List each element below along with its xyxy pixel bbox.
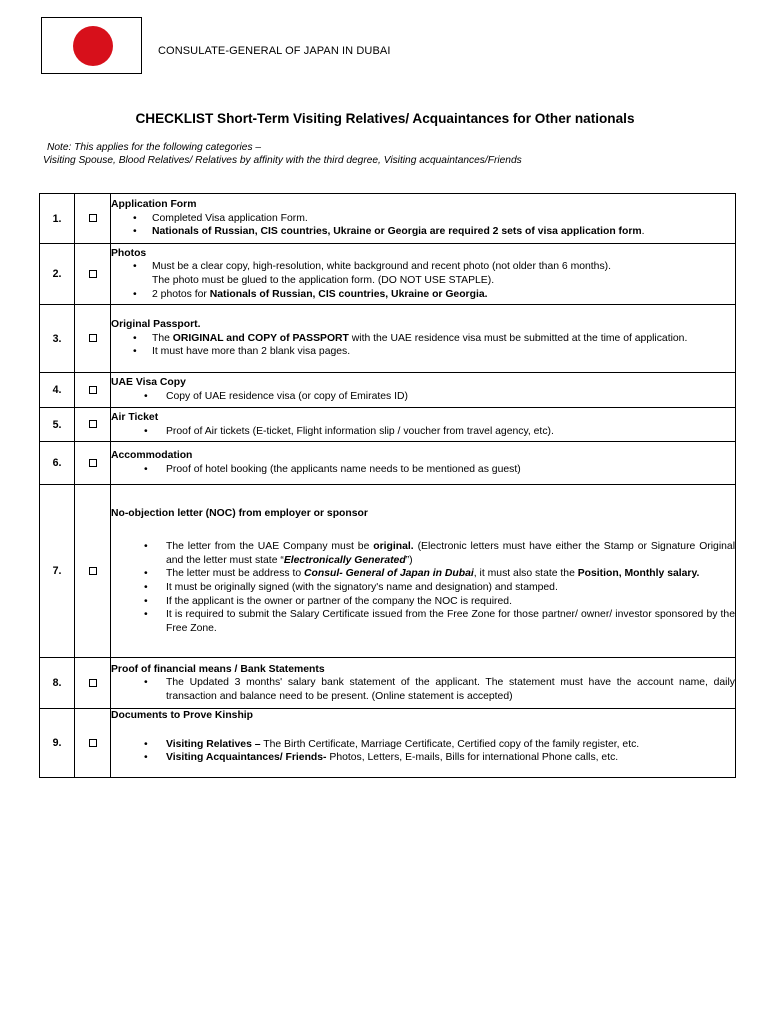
bullet-item: • Must be a clear copy, high-resolution, white background and recent photo (not older than 6 months). The photo must be glued to the application form. (DO NOT USE STAPLE). bbox=[111, 260, 735, 287]
checkbox-6[interactable] bbox=[89, 459, 97, 467]
item-heading: Air Ticket bbox=[111, 411, 159, 423]
bullet-list bbox=[111, 738, 735, 765]
item-heading: Accommodation bbox=[111, 450, 193, 462]
flag-red-disc bbox=[73, 26, 113, 66]
item-heading: No-objection letter (NOC) from employer or sponsor bbox=[111, 507, 368, 519]
bullet-item: • It is required to submit the Salary Certificate issued from the Free Zone for those partner/ owner/ investor sponsored by the Free Zone. bbox=[111, 608, 735, 635]
item-number: 8. bbox=[40, 658, 75, 709]
item-number: 6. bbox=[40, 442, 75, 485]
bullet-item: • The Updated 3 months' salary bank statement of the applicant. The statement must have the account name, daily transaction and balance need to be present. (Online statement is accepted) bbox=[111, 676, 735, 703]
checkbox-2[interactable] bbox=[89, 270, 97, 278]
checkbox-3[interactable] bbox=[89, 334, 97, 342]
checklist-row-6 bbox=[40, 442, 736, 485]
item-heading: Documents to Prove Kinship bbox=[111, 710, 254, 721]
item-number: 4. bbox=[40, 373, 75, 408]
checklist-row-4 bbox=[40, 373, 736, 408]
bullet-item: • It must have more than 2 blank visa pages. bbox=[111, 345, 735, 359]
checkbox-8[interactable] bbox=[89, 679, 97, 687]
item-number: 3. bbox=[40, 305, 75, 373]
bullet-list bbox=[111, 212, 735, 239]
note bbox=[43, 141, 522, 167]
checklist-row-3 bbox=[40, 305, 736, 373]
bullet-list bbox=[111, 463, 735, 477]
checkbox-7[interactable] bbox=[89, 567, 97, 575]
item-heading: Proof of financial means / Bank Statements bbox=[111, 663, 325, 675]
bullet-item: • Nationals of Russian, CIS countries, Ukraine or Georgia are required 2 sets of visa application form. bbox=[111, 225, 735, 239]
bullet-list bbox=[111, 540, 735, 635]
japan-flag bbox=[41, 17, 142, 74]
item-number: 9. bbox=[40, 709, 75, 778]
document-title: CHECKLIST Short-Term Visiting Relatives/ Acquaintances for Other nationals bbox=[135, 111, 635, 126]
item-number: 2. bbox=[40, 244, 75, 305]
checkbox-5[interactable] bbox=[89, 420, 97, 428]
checklist-row-9 bbox=[40, 709, 736, 778]
bullet-item: • Visiting Acquaintances/ Friends- Photos, Letters, E-mails, Bills for international Phone calls, etc. bbox=[111, 751, 735, 765]
item-heading: Application Form bbox=[111, 199, 197, 211]
checkbox-1[interactable] bbox=[89, 214, 97, 222]
bullet-list bbox=[111, 676, 735, 703]
bullet-item: • If the applicant is the owner or partner of the company the NOC is required. bbox=[111, 595, 735, 609]
checklist-row-2 bbox=[40, 244, 736, 305]
bullet-item: • Proof of Air tickets (E-ticket, Flight information slip / voucher from travel agency, etc). bbox=[111, 425, 735, 439]
bullet-item: • The letter must be address to Consul- General of Japan in Dubai, it must also state the Position, Monthly salary. bbox=[111, 567, 735, 581]
note-line-2: Visiting Spouse, Blood Relatives/ Relatives by affinity with the third degree, Visiting acquaintances/Friends bbox=[43, 155, 522, 166]
note-line-1: Note: This applies for the following categories – bbox=[47, 142, 262, 153]
bullet-item: • It must be originally signed (with the signatory's name and designation) and stamped. bbox=[111, 581, 735, 595]
checkbox-4[interactable] bbox=[89, 386, 97, 394]
bullet-list bbox=[111, 332, 735, 359]
checkbox-9[interactable] bbox=[89, 739, 97, 747]
checklist-row-8 bbox=[40, 658, 736, 709]
item-number: 1. bbox=[40, 194, 75, 244]
bullet-item: • Proof of hotel booking (the applicants name needs to be mentioned as guest) bbox=[111, 463, 735, 477]
bullet-item: • 2 photos for Nationals of Russian, CIS countries, Ukraine or Georgia. bbox=[111, 288, 735, 302]
bullet-item: • Completed Visa application Form. bbox=[111, 212, 735, 226]
bullet-list bbox=[111, 425, 735, 439]
checklist-row-7 bbox=[40, 485, 736, 658]
bullet-item: • The ORIGINAL and COPY of PASSPORT with the UAE residence visa must be submitted at the time of application. bbox=[111, 332, 735, 346]
bullet-list bbox=[111, 390, 735, 404]
bullet-item: • Copy of UAE residence visa (or copy of Emirates ID) bbox=[111, 390, 735, 404]
checklist-row-1 bbox=[40, 194, 736, 244]
bullet-list bbox=[111, 260, 735, 301]
bullet-item: • Visiting Relatives – The Birth Certificate, Marriage Certificate, Certified copy of the family register, etc. bbox=[111, 738, 735, 752]
item-heading: UAE Visa Copy bbox=[111, 377, 186, 389]
consulate-name: CONSULATE-GENERAL OF JAPAN IN DUBAI bbox=[158, 45, 391, 57]
item-number: 7. bbox=[40, 485, 75, 658]
bullet-item: • The letter from the UAE Company must be original. (Electronic letters must have either the Stamp or Signature Original and the letter must state “Electronically Generated”) bbox=[111, 540, 735, 567]
checklist-table bbox=[39, 193, 736, 778]
item-heading: Original Passport. bbox=[111, 319, 201, 331]
checklist-row-5 bbox=[40, 408, 736, 442]
item-number: 5. bbox=[40, 408, 75, 442]
item-heading: Photos bbox=[111, 247, 147, 259]
